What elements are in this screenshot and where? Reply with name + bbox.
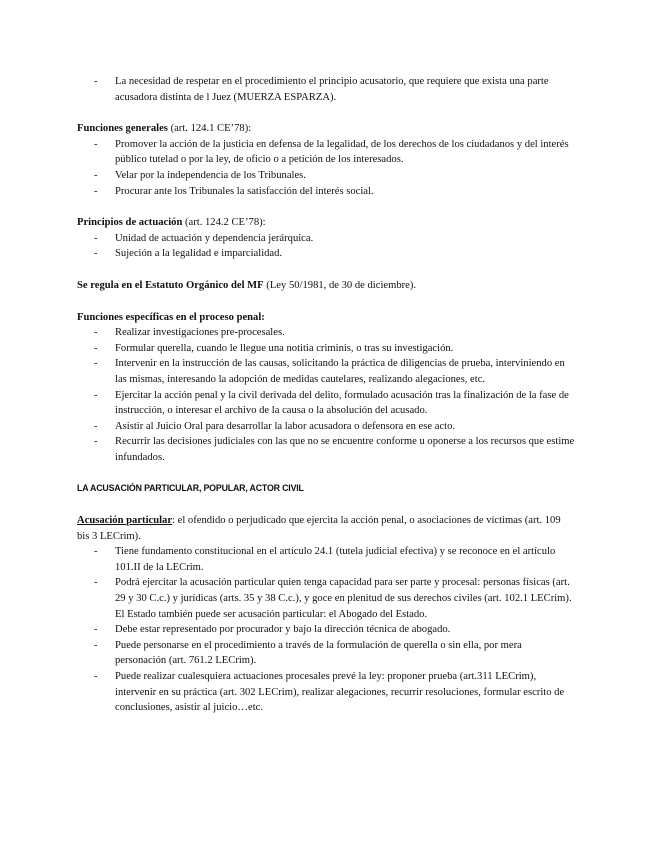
bullet-dash: - [94,327,98,339]
bullet-dash: - [94,358,98,370]
list-item [77,434,575,465]
list-item [77,575,575,622]
list-item-text: Sujeción a la legalidad e imparcialidad. [115,248,283,260]
list-item [77,356,575,387]
funciones-generales-heading: Funciones generales (art. 124.1 CE’78): [77,123,252,135]
list-item-text: Tiene fundamento constitucional en el artículo 24.1 (tutela judicial efectiva) y se reconoce en el artículo 101.II de la LECrim. [115,546,556,573]
bullet-dash: - [94,169,98,181]
list-item [77,74,575,105]
list-item-text: Formular querella, cuando le llegue una notitia criminis, o tras su investigación. [115,342,454,354]
section-heading: LA ACUSACIÓN PARTICULAR, POPULAR, ACTOR CIVIL [77,483,304,495]
list-item-text: Ejercitar la acción penal y la civil derivada del delito, formulado acusación tras la finalización de la fase de instrucción, o interesar el archivo de la causa o la absolución del acusado. [115,389,569,417]
list-item-text: Procurar ante los Tribunales la satisfacción del interés social. [115,185,374,197]
list-item-text: Promover la acción de la justicia en defensa de la legalidad, de los derechos de los ciudadanos y del interés público tutelad o por la ley, de oficio o a petición de los interesados. [115,138,569,166]
list-item [77,246,575,262]
list-item [77,544,575,575]
list-item-text: Puede realizar cualesquiera actuaciones procesales prevé la ley: proponer prueba (art.311 LECrim), intervenir en su práctica (art. 302 LECrim), realizar alegaciones, recurrir resoluciones, formular escrito de conclusiones, asistir al juicio…etc. [115,671,565,714]
bullet-dash: - [94,624,98,636]
list-item-text: Realizar investigaciones pre-procesales. [115,327,285,339]
bullet-dash: - [94,185,98,197]
list-item-text: Puede personarse en el procedimiento a través de la formulación de querella o sin ella, por mera personación (art. 761.2 LECrim). [115,639,522,667]
bullet-dash: - [94,577,98,589]
bullet-dash: - [94,420,98,432]
principios-heading: Principios de actuación (art. 124.2 CE’78): [77,217,266,229]
acusacion-particular-paragraph: Acusación particular: el ofendido o perjudicado que ejercita la acción penal, o asociaciones de víctimas (art. 109 bis 3 LECrim). [77,515,561,542]
estatuto-line: Se regula en el Estatuto Orgánico del MF (Ley 50/1981, de 30 de diciembre). [77,279,417,291]
list-item [77,341,575,357]
list-item [77,622,575,638]
list-item [77,137,575,168]
list-item [77,419,575,435]
list-item [77,388,575,419]
bullet-dash: - [94,76,98,87]
bullet-dash: - [94,248,98,260]
bullet-dash: - [94,342,98,354]
list-item [77,325,575,341]
list-item-text: La necesidad de respetar en el procedimiento el principio acusatorio, que requiere que exista una parte acusadora distinta de l Juez (MUERZA ESPARZA). [115,76,549,103]
list-item [77,168,575,184]
bullet-dash: - [94,546,98,558]
list-item-text: Asistir al Juicio Oral para desarrollar la labor acusadora o defensora en ese acto. [115,420,456,432]
list-item-text: Podrá ejercitar la acusación particular quien tenga capacidad para ser parte y procesal: personas físicas (art. 29 y 30 C.c.) y jurídicas (arts. 35 y 38 C.c.), y goce en plenitud de sus derechos civiles (art. 102.1 LECrim). El Estado también puede ser acusación particular: el Abogado del Estado. [115,577,572,620]
list-item [77,669,575,716]
list-item-text: Recurrir las decisiones judiciales con las que no se encuentre conforme u oponerse a los recursos que estime infundados. [115,436,575,463]
bullet-dash: - [94,436,98,448]
list-item-text: Intervenir en la instrucción de las causas, solicitando la práctica de diligencias de prueba, interviniendo en las mismas, interesando la adopción de medidas cautelares, realizando alegaciones, etc. [115,358,565,385]
bullet-dash: - [94,138,98,150]
bullet-dash: - [94,232,98,244]
funciones-especificas-heading: Funciones específicas en el proceso penal: [77,311,265,323]
list-item-text: Debe estar representado por procurador y bajo la dirección técnica de abogado. [115,624,451,636]
list-item-text: Velar por la independencia de los Tribunales. [115,169,306,181]
document-page [77,74,575,716]
bullet-dash: - [94,671,98,682]
list-item [77,231,575,247]
bullet-dash: - [94,639,98,651]
bullet-dash: - [94,389,98,401]
list-item [77,184,575,200]
list-item-text: Unidad de actuación y dependencia jerárquica. [115,232,314,244]
list-item [77,638,575,669]
